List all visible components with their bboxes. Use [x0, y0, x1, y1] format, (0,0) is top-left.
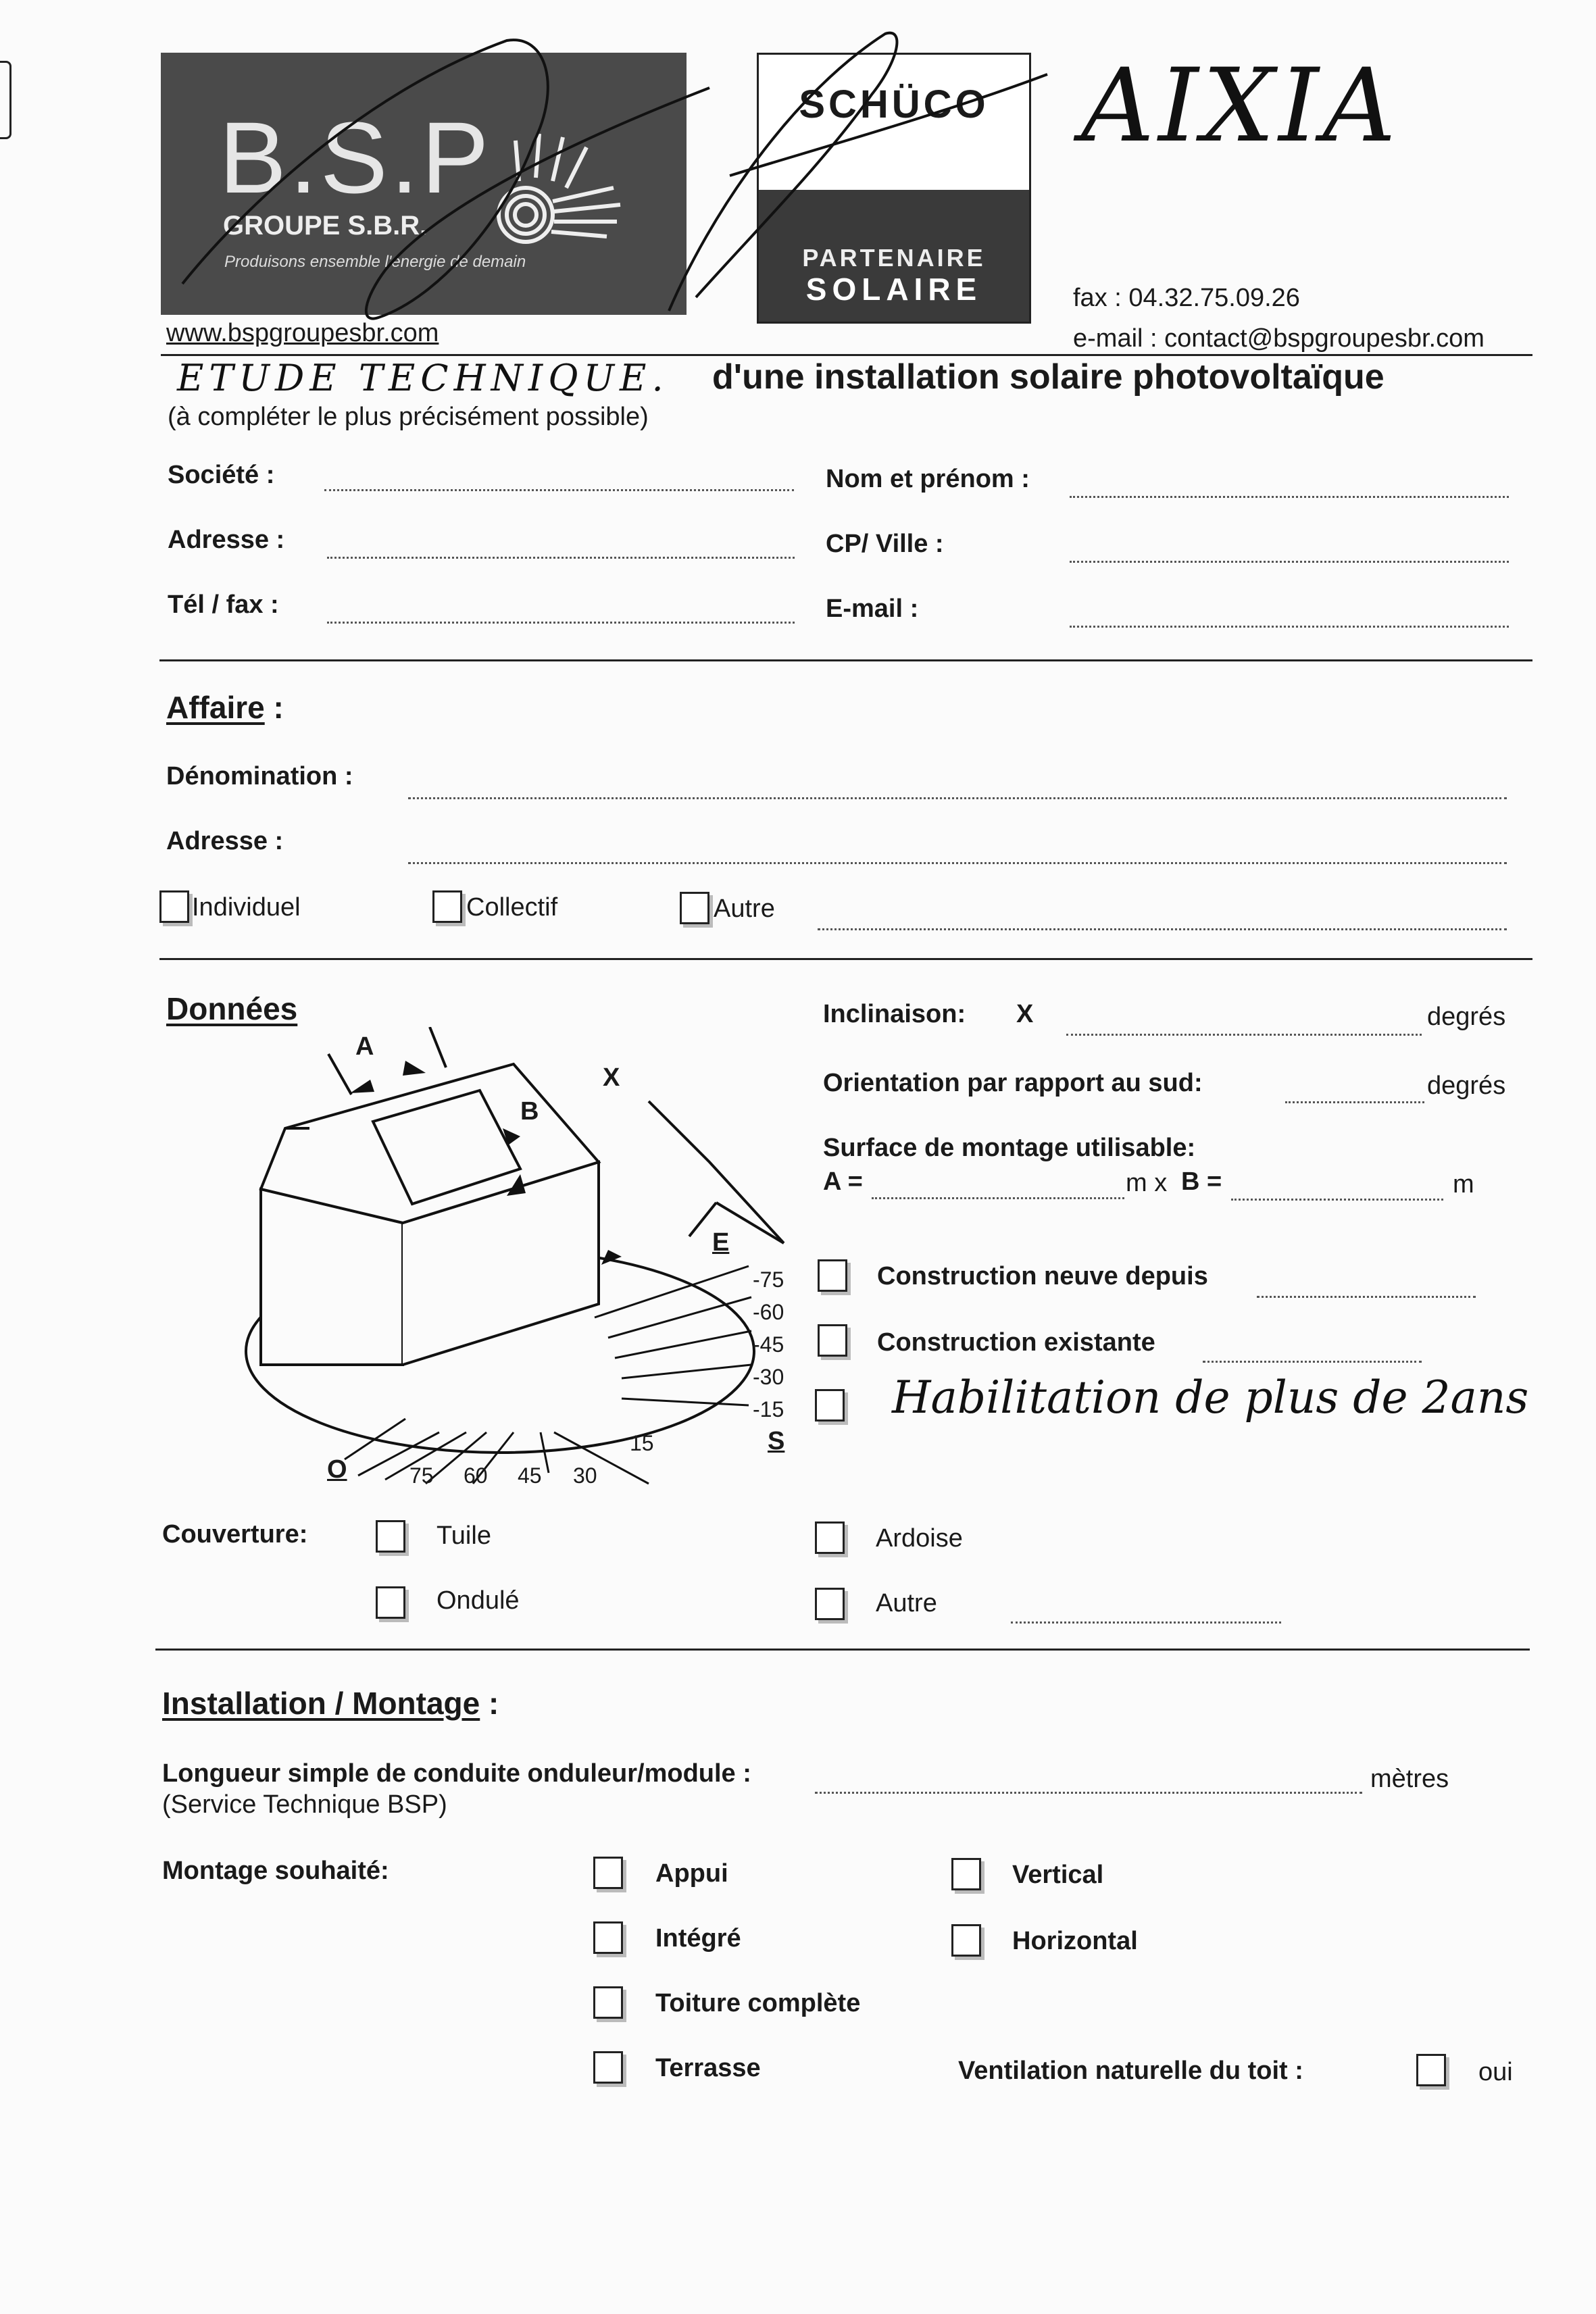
integre-checkbox[interactable] — [593, 1921, 623, 1954]
orientation-unit: degrés — [1427, 1072, 1506, 1100]
ventilation-label: Ventilation naturelle du toit : — [958, 2057, 1303, 2085]
montage-label: Montage souhaité: — [162, 1857, 389, 1885]
inclinaison-field[interactable] — [1066, 1034, 1422, 1036]
handwritten-aixia: AIXIA — [1081, 47, 1400, 165]
west-angle-75: 75 — [409, 1463, 434, 1488]
fax-number: fax : 04.32.75.09.26 — [1073, 284, 1300, 312]
terrasse-checkbox[interactable] — [593, 2051, 623, 2084]
east-angle-75: -75 — [753, 1267, 784, 1292]
inclinaison-label: Inclinaison: — [823, 1000, 966, 1028]
tel-fax-label: Tél / fax : — [168, 590, 279, 619]
surface-m-x: m x — [1126, 1169, 1168, 1197]
east-angle-15: -15 — [753, 1397, 784, 1422]
nom-prenom-label: Nom et prénom : — [826, 465, 1030, 493]
surface-b-label: B = — [1181, 1167, 1222, 1196]
nom-prenom-field[interactable] — [1070, 496, 1509, 498]
autre-type-label: Autre — [714, 895, 775, 923]
schuco-brand: SCHÜCO — [799, 82, 989, 126]
form-subtitle: (à compléter le plus précisément possible) — [168, 403, 649, 431]
individuel-checkbox[interactable] — [159, 890, 189, 923]
couverture-label: Couverture: — [162, 1520, 308, 1549]
service-technique-note: (Service Technique BSP) — [162, 1790, 447, 1819]
ventilation-oui-label: oui — [1478, 2058, 1513, 2086]
cp-ville-field[interactable] — [1070, 561, 1509, 563]
construction-neuve-checkbox[interactable] — [818, 1259, 847, 1292]
donnees-heading: Données — [166, 991, 298, 1026]
bsp-logo-tagline: Produisons ensemble l'énergie de demain — [224, 253, 526, 271]
diagram-south-label: S — [768, 1427, 785, 1455]
autre-couverture-label: Autre — [876, 1589, 937, 1617]
email-label: E-mail : — [826, 595, 919, 623]
inclinaison-var: X — [1016, 1000, 1034, 1028]
ardoise-label: Ardoise — [876, 1524, 963, 1553]
email-address: e-mail : contact@bspgroupesbr.com — [1073, 324, 1485, 353]
handwritten-title-prefix: ETUDE TECHNIQUE. — [177, 357, 669, 399]
surface-label: Surface de montage utilisable: — [823, 1134, 1196, 1162]
construction-neuve-field[interactable] — [1257, 1296, 1476, 1298]
integre-label: Intégré — [655, 1924, 741, 1953]
affaire-adresse-label: Adresse : — [166, 827, 284, 855]
appui-checkbox[interactable] — [593, 1857, 623, 1889]
longueur-field[interactable] — [815, 1792, 1362, 1794]
denomination-field[interactable] — [408, 797, 1507, 799]
header-divider — [161, 354, 1532, 356]
ventilation-oui-checkbox[interactable] — [1416, 2054, 1446, 2086]
orientation-field[interactable] — [1285, 1101, 1424, 1103]
denomination-label: Dénomination : — [166, 762, 353, 790]
horizontal-label: Horizontal — [1012, 1927, 1138, 1955]
west-angle-30: 30 — [573, 1463, 597, 1488]
diagram-label-a: A — [355, 1032, 374, 1061]
construction-neuve-label: Construction neuve depuis — [877, 1262, 1208, 1290]
tuile-label: Tuile — [437, 1521, 491, 1550]
autre-type-checkbox[interactable] — [680, 892, 709, 924]
surface-m: m — [1453, 1170, 1474, 1199]
schuco-partner-line1: PARTENAIRE — [802, 244, 986, 272]
affaire-adresse-field[interactable] — [408, 862, 1507, 864]
bsp-logo-group: GROUPE S.B.R. — [223, 211, 428, 241]
east-angle-45: -45 — [753, 1332, 784, 1357]
longueur-unit: mètres — [1370, 1765, 1449, 1793]
autre-couverture-field[interactable] — [1011, 1621, 1281, 1624]
handwritten-habilitation-note: Habilitation de plus de 2ans — [892, 1372, 1529, 1424]
cp-ville-label: CP/ Ville : — [826, 530, 944, 558]
installation-heading: Installation / Montage : — [162, 1686, 499, 1721]
signature-scribble — [155, 14, 1054, 338]
vertical-label: Vertical — [1012, 1861, 1104, 1889]
diagram-east-label: E — [712, 1228, 730, 1257]
autre-couverture-checkbox[interactable] — [815, 1588, 845, 1620]
diagram-label-x: X — [603, 1063, 620, 1092]
societe-label: Société : — [168, 461, 275, 489]
inclinaison-unit: degrés — [1427, 1003, 1506, 1031]
diagram-label-b: B — [520, 1097, 539, 1126]
toiture-complete-label: Toiture complète — [655, 1989, 861, 2017]
appui-label: Appui — [655, 1859, 728, 1888]
tuile-checkbox[interactable] — [376, 1520, 405, 1553]
surface-b-field[interactable] — [1231, 1199, 1443, 1201]
ondule-checkbox[interactable] — [376, 1586, 405, 1619]
surface-a-label: A = — [823, 1167, 863, 1196]
west-angle-60: 60 — [464, 1463, 488, 1488]
west-angle-45: 45 — [518, 1463, 542, 1488]
construction-existante-field[interactable] — [1203, 1361, 1422, 1363]
toiture-complete-checkbox[interactable] — [593, 1986, 623, 2019]
schuco-partner-line2: SOLAIRE — [805, 272, 982, 307]
collectif-checkbox[interactable] — [432, 890, 462, 923]
horizontal-checkbox[interactable] — [951, 1924, 981, 1957]
construction-existante-label: Construction existante — [877, 1328, 1155, 1357]
vertical-checkbox[interactable] — [951, 1858, 981, 1890]
section-divider-1 — [159, 659, 1532, 661]
individuel-label: Individuel — [192, 893, 301, 922]
surface-a-field[interactable] — [872, 1197, 1124, 1199]
website-link[interactable]: www.bspgroupesbr.com — [166, 319, 439, 347]
angle-15: 15 — [630, 1431, 654, 1455]
diagram-west-label: O — [327, 1455, 347, 1484]
email-field[interactable] — [1070, 626, 1509, 628]
tel-fax-field[interactable] — [327, 622, 795, 624]
ardoise-checkbox[interactable] — [815, 1521, 845, 1554]
terrasse-label: Terrasse — [655, 2054, 761, 2082]
adresse-field[interactable] — [327, 557, 795, 559]
collectif-label: Collectif — [466, 893, 558, 922]
section-divider-3 — [155, 1649, 1530, 1651]
adresse-label: Adresse : — [168, 526, 285, 554]
east-angle-30: -30 — [753, 1365, 784, 1389]
ondule-label: Ondulé — [437, 1586, 520, 1615]
habilitation-checkbox[interactable] — [815, 1389, 845, 1422]
affaire-heading: Affaire : — [166, 690, 284, 725]
autre-type-field[interactable] — [818, 928, 1507, 930]
orientation-label: Orientation par rapport au sud: — [823, 1069, 1203, 1097]
societe-field[interactable] — [324, 489, 794, 491]
longueur-label: Longueur simple de conduite onduleur/module : — [162, 1759, 751, 1788]
construction-existante-checkbox[interactable] — [818, 1324, 847, 1357]
bsp-logo-main: B.S.P — [219, 101, 492, 214]
east-angle-60: -60 — [753, 1300, 784, 1324]
binder-mark — [0, 61, 11, 139]
form-title: d'une installation solaire photovoltaïque — [712, 357, 1385, 397]
section-divider-2 — [159, 958, 1532, 960]
